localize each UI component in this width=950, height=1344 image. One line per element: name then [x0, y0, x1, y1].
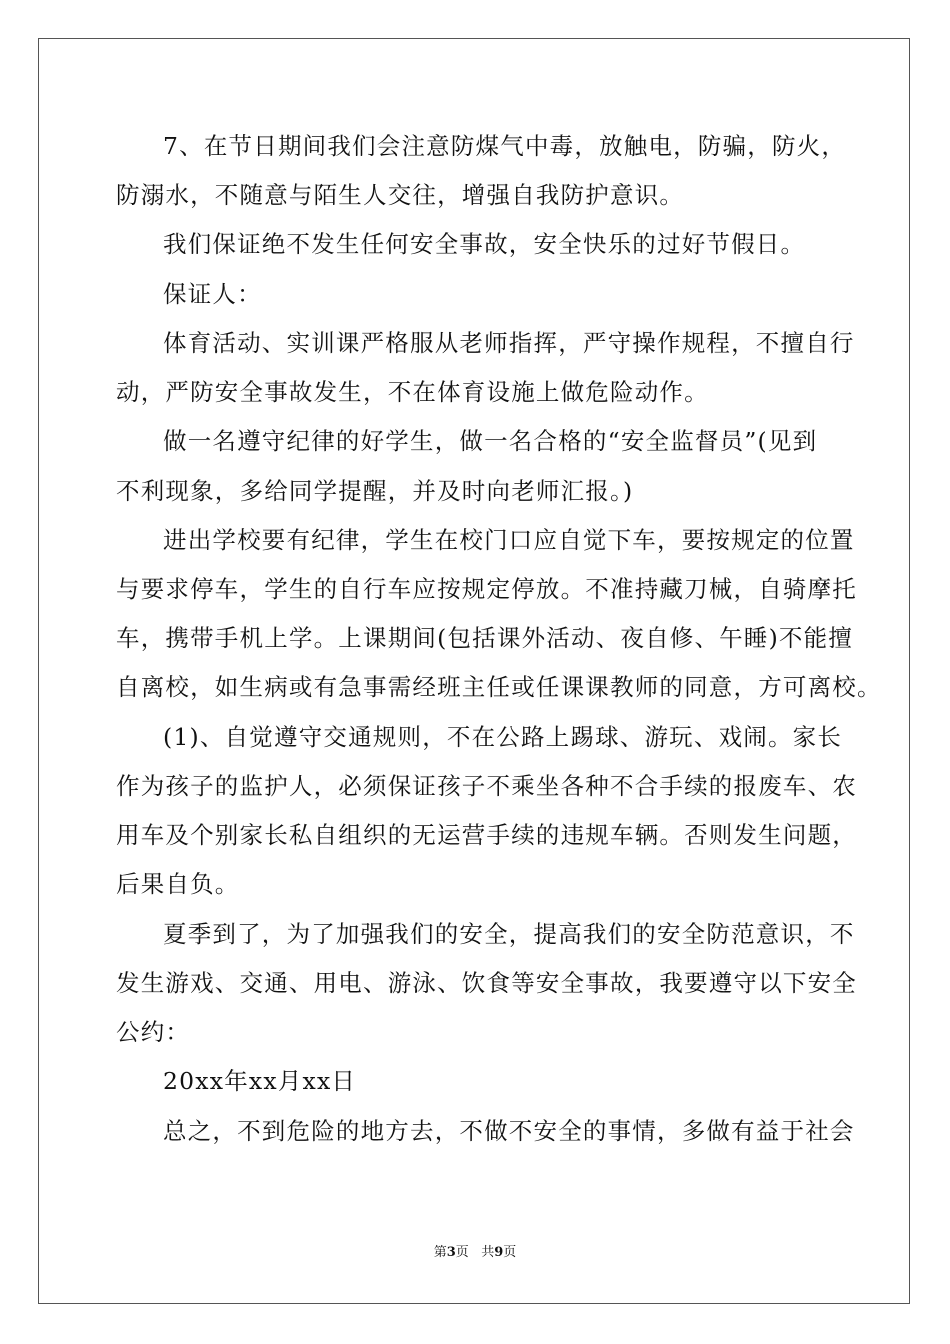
text-line: 进出学校要有纪律，学生在校门口应自觉下车，要按规定的位置 [163, 526, 855, 554]
text-line: 用车及个别家长私自组织的无运营手续的违规车辆。否则发生问题， [116, 821, 857, 849]
page-unit: 页 [455, 1245, 469, 1260]
text-line: 体育活动、实训课严格服从老师指挥，严守操作规程，不擅自行 [163, 329, 855, 357]
text-line: 夏季到了，为了加强我们的安全，提高我们的安全防范意识，不 [163, 920, 855, 948]
text-line: 后果自负。 [116, 870, 240, 898]
text-line: 防溺水，不随意与陌生人交往，增强自我防护意识。 [116, 181, 685, 209]
page-current: 3 [446, 1245, 456, 1260]
total-unit: 页 [503, 1245, 517, 1260]
text-line: (1)、自觉遵守交通规则，不在公路上踢球、游玩、戏闹。家长 [163, 723, 843, 751]
text-line: 自离校，如生病或有急事需经班主任或任课课教师的同意，方可离校。 [116, 673, 882, 701]
text-line: 公约： [116, 1018, 191, 1046]
text-line: 7、在节日期间我们会注意防煤气中毒，放触电，防骗，防火， [163, 132, 847, 160]
text-line: 保证人： [163, 280, 262, 308]
text-line: 作为孩子的监护人，必须保证孩子不乘坐各种不合手续的报废车、农 [116, 772, 857, 800]
text-line: 发生游戏、交通、用电、游泳、饮食等安全事故，我要遵守以下安全 [116, 969, 857, 997]
date-line: 20xx年xx月xx日 [163, 1067, 357, 1095]
page-prefix: 第 [433, 1245, 447, 1260]
total-prefix: 共 [481, 1245, 495, 1260]
page-total: 9 [494, 1245, 504, 1260]
text-line: 做一名遵守纪律的好学生，做一名合格的“安全监督员”(见到 [163, 427, 818, 455]
text-line: 与要求停车，学生的自行车应按规定停放。不准持藏刀械，自骑摩托 [116, 575, 857, 603]
page-footer [0, 1241, 950, 1260]
text-line: 车，携带手机上学。上课期间(包括课外活动、夜自修、午睡)不能擅 [116, 624, 854, 652]
text-line: 动，严防安全事故发生，不在体育设施上做危险动作。 [116, 378, 709, 406]
text-line: 总之，不到危险的地方去，不做不安全的事情，多做有益于社会 [163, 1117, 855, 1145]
text-line: 不利现象，多给同学提醒，并及时向老师汇报。) [116, 477, 634, 505]
text-line: 我们保证绝不发生任何安全事故，安全快乐的过好节假日。 [163, 230, 806, 258]
